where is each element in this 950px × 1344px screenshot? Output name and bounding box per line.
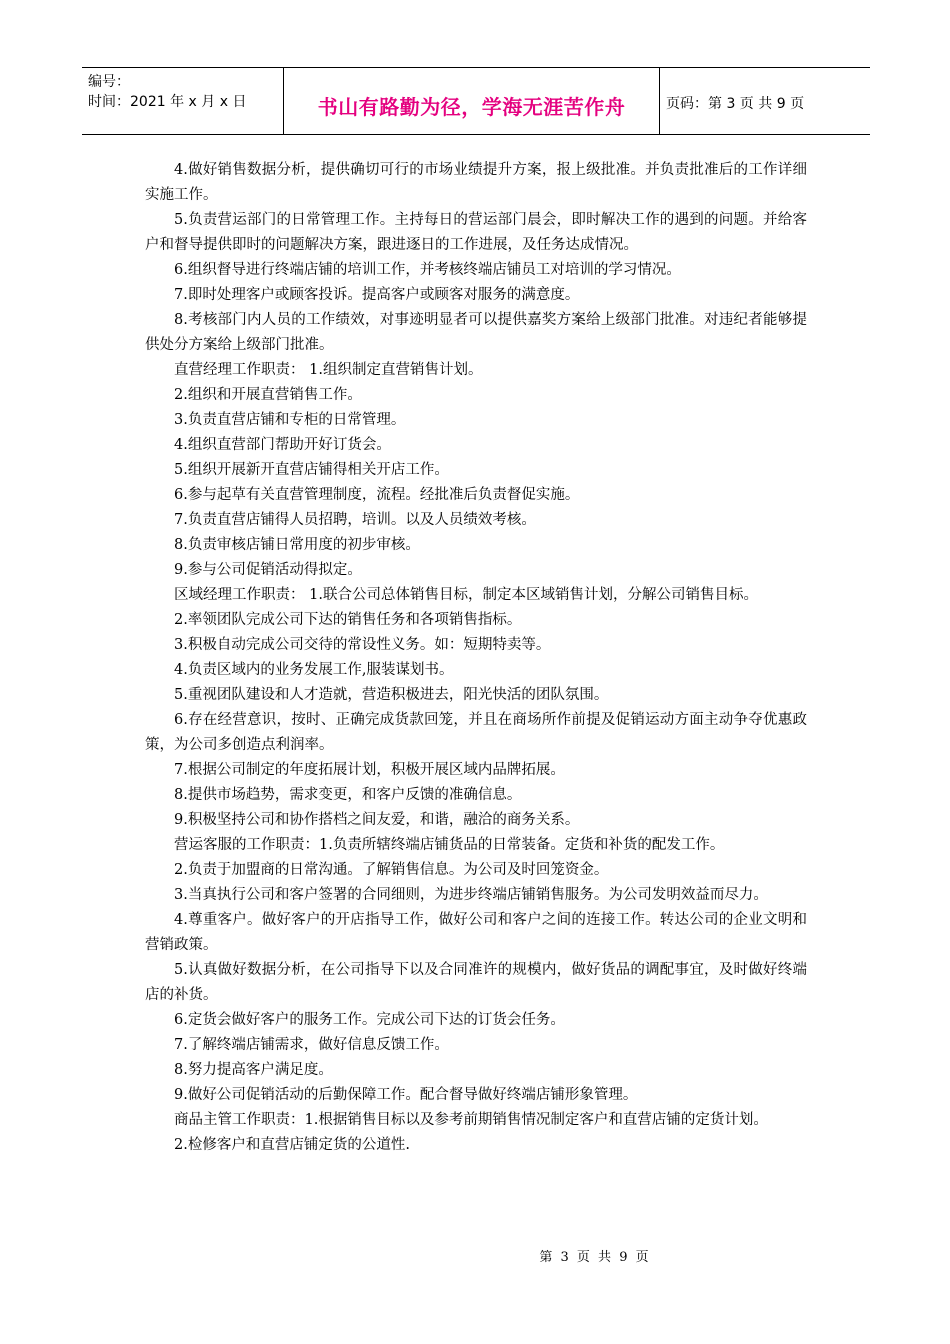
paragraph: 8.提供市场趋势，需求变更，和客户反馈的准确信息。 [174, 787, 522, 803]
paragraph: 5.组织开展新开直营店铺得相关开店工作。 [174, 462, 449, 478]
document-date: 时间：2021 年 x 月 x 日 [88, 94, 247, 110]
section-heading-regional-manager: 区域经理工作职责： 1.联合公司总体销售目标，制定本区域销售计划，分解公司销售目标。 [174, 587, 758, 603]
paragraph: 3.负责直营店铺和专柜的日常管理。 [174, 412, 406, 428]
header-page-info: 页码：第 3 页 共 9 页 [666, 96, 805, 112]
section-heading-operations-service: 营运客服的工作职责：1.负责所辖终端店铺货品的日常装备。定货和补货的配发工作。 [174, 837, 725, 853]
paragraph: 4.负责区域内的业务发展工作,服装谋划书。 [174, 662, 454, 678]
paragraph: 5.负责营运部门的日常管理工作。主持每日的营运部门晨会，即时解决工作的遇到的问题。并给客户和督导提供即时的问题解决方案，跟进逐日的工作进展，及任务达成情况。 [145, 212, 807, 253]
paragraph: 6.定货会做好客户的服务工作。完成公司下达的订货会任务。 [174, 1012, 565, 1028]
section-heading-merchandise-supervisor: 商品主管工作职责：1.根据销售目标以及参考前期销售情况制定客户和直营店铺的定货计划。 [174, 1112, 768, 1128]
paragraph: 2.负责于加盟商的日常沟通。了解销售信息。为公司及时回笼资金。 [174, 862, 609, 878]
paragraph: 9.做好公司促销活动的后勤保障工作。配合督导做好终端店铺形象管理。 [174, 1087, 638, 1103]
section-heading-direct-manager: 直营经理工作职责： 1.组织制定直营销售计划。 [174, 362, 483, 378]
paragraph: 7.负责直营店铺得人员招聘，培训。以及人员绩效考核。 [174, 512, 536, 528]
paragraph: 4.尊重客户。做好客户的开店指导工作，做好公司和客户之间的连接工作。转达公司的企业文明和营销政策。 [145, 912, 807, 953]
paragraph: 2.组织和开展直营销售工作。 [174, 387, 362, 403]
paragraph: 6.参与起草有关直营管理制度，流程。经批准后负责督促实施。 [174, 487, 580, 503]
paragraph: 2.检修客户和直营店铺定货的公道性. [174, 1137, 410, 1153]
paragraph: 5.认真做好数据分析，在公司指导下以及合同准许的规模内，做好货品的调配事宜，及时做好终端店的补货。 [145, 962, 807, 1003]
paragraph: 6.存在经营意识，按时、正确完成货款回笼，并且在商场所作前提及促销运动方面主动争夺优惠政策，为公司多创造点利润率。 [145, 712, 807, 753]
paragraph: 7.即时处理客户或顾客投诉。提高客户或顾客对服务的满意度。 [174, 287, 580, 303]
document-number-label: 编号： [88, 74, 130, 90]
paragraph: 9.积极坚持公司和协作搭档之间友爱，和谐，融洽的商务关系。 [174, 812, 580, 828]
paragraph: 3.积极自动完成公司交待的常设性义务。如：短期特卖等。 [174, 637, 551, 653]
paragraph: 8.负责审核店铺日常用度的初步审核。 [174, 537, 420, 553]
paragraph: 3.当真执行公司和客户签署的合同细则，为进步终端店铺销售服务。为公司发明效益而尽力。 [174, 887, 768, 903]
paragraph: 4.组织直营部门帮助开好订货会。 [174, 437, 391, 453]
paragraph: 2.率领团队完成公司下达的销售任务和各项销售指标。 [174, 612, 522, 628]
paragraph: 6.组织督导进行终端店铺的培训工作，并考核终端店铺员工对培训的学习情况。 [174, 262, 681, 278]
document-body [145, 158, 807, 1158]
paragraph: 7.根据公司制定的年度拓展计划，积极开展区域内品牌拓展。 [174, 762, 565, 778]
header-meta [82, 68, 284, 134]
paragraph: 7.了解终端店铺需求，做好信息反馈工作。 [174, 1037, 449, 1053]
page-header [82, 67, 870, 135]
page-footer: 第 3 页 共 9 页 [539, 1250, 651, 1265]
paragraph: 9.参与公司促销活动得拟定。 [174, 562, 362, 578]
paragraph: 5.重视团队建设和人才造就，营造积极进去，阳光快活的团队氛围。 [174, 687, 609, 703]
header-motto: 书山有路勤为径，学海无涯苦作舟 [284, 68, 660, 134]
paragraph: 8.考核部门内人员的工作绩效，对事迹明显者可以提供嘉奖方案给上级部门批准。对违纪者能够提供处分方案给上级部门批准。 [145, 312, 807, 353]
paragraph: 8.努力提高客户满足度。 [174, 1062, 333, 1078]
paragraph: 4.做好销售数据分析，提供确切可行的市场业绩提升方案，报上级批准。并负责批准后的工作详细实施工作。 [145, 162, 807, 203]
